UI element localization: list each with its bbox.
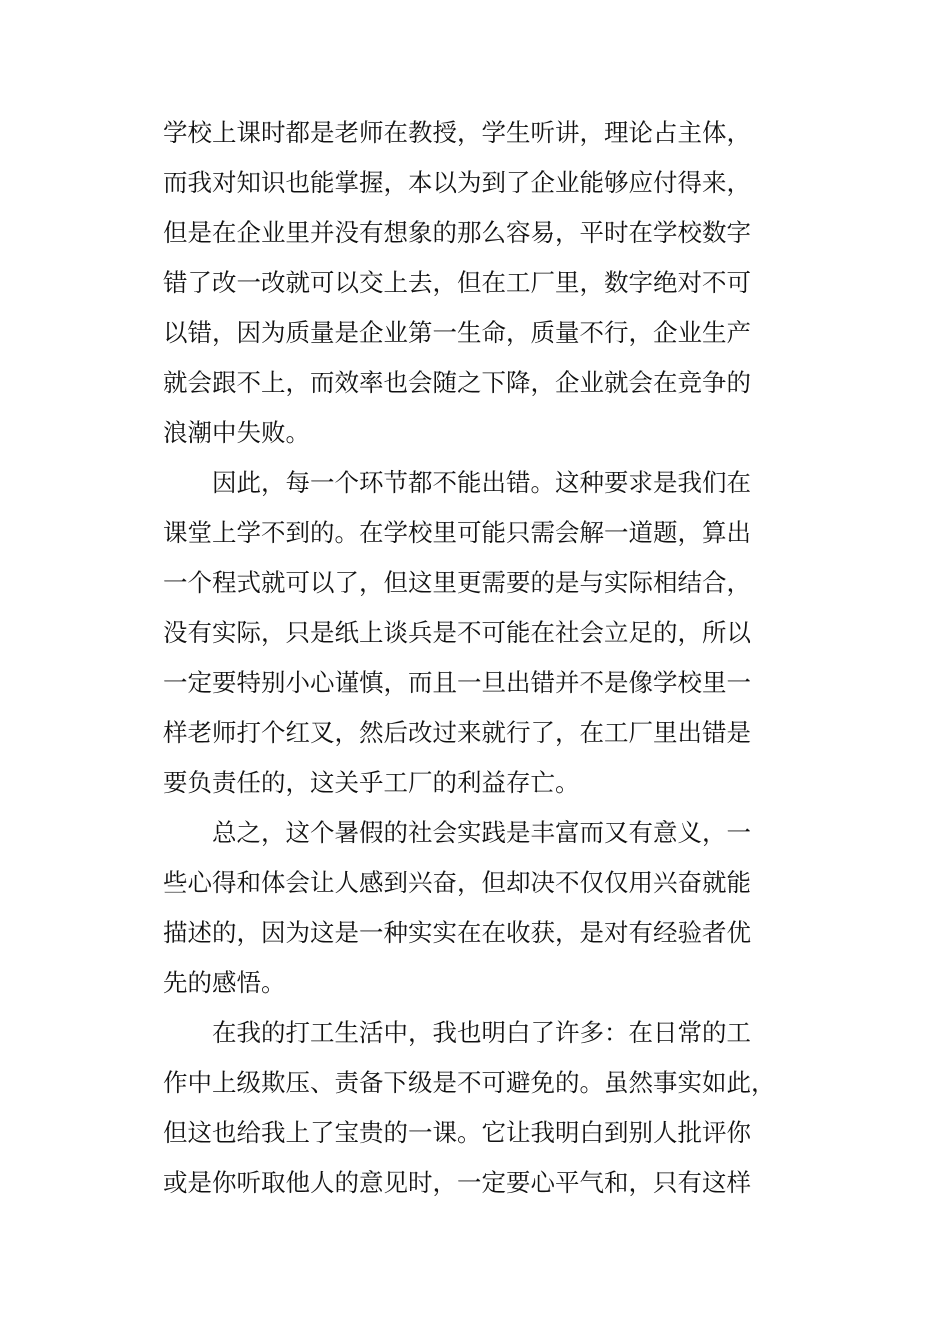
body-text (163, 108, 803, 1208)
text-line: 一个程式就可以了，但这里更需要的是与实际相结合， (163, 568, 751, 597)
text-line: 浪潮中失败。 (163, 418, 310, 447)
text-line: 而我对知识也能掌握，本以为到了企业能够应付得来， (163, 168, 751, 197)
text-line: 一定要特别小心谨慎，而且一旦出错并不是像学校里一 (163, 668, 751, 697)
text-line: 错了改一改就可以交上去，但在工厂里，数字绝对不可 (163, 268, 751, 297)
text-line: 以错，因为质量是企业第一生命，质量不行，企业生产 (163, 318, 751, 347)
paragraph-first-line: 在我的打工生活中，我也明白了许多：在日常的工 (212, 1018, 751, 1047)
text-line: 或是你听取他人的意见时，一定要心平气和，只有这样 (163, 1168, 751, 1197)
text-line: 但是在企业里并没有想象的那么容易，平时在学校数字 (163, 218, 751, 247)
paragraph-first-line: 因此，每一个环节都不能出错。这种要求是我们在 (212, 468, 751, 497)
text-line: 课堂上学不到的。在学校里可能只需会解一道题，算出 (163, 518, 751, 547)
text-line: 作中上级欺压、责备下级是不可避免的。虽然事实如此， (163, 1068, 776, 1097)
paragraph-first-line: 总之，这个暑假的社会实践是丰富而又有意义，一 (212, 818, 751, 847)
text-line: 但这也给我上了宝贵的一课。它让我明白到别人批评你 (163, 1118, 751, 1147)
text-line: 要负责任的，这关乎工厂的利益存亡。 (163, 768, 580, 797)
text-line: 描述的，因为这是一种实实在在收获，是对有经验者优 (163, 918, 751, 947)
text-line: 样老师打个红叉，然后改过来就行了，在工厂里出错是 (163, 718, 751, 747)
text-line: 学校上课时都是老师在教授，学生听讲，理论占主体， (163, 118, 751, 147)
text-line: 没有实际，只是纸上谈兵是不可能在社会立足的，所以 (163, 618, 751, 647)
text-line: 先的感悟。 (163, 968, 286, 997)
text-line: 就会跟不上，而效率也会随之下降，企业就会在竞争的 (163, 368, 751, 397)
text-line: 些心得和体会让人感到兴奋，但却决不仅仅用兴奋就能 (163, 868, 751, 897)
